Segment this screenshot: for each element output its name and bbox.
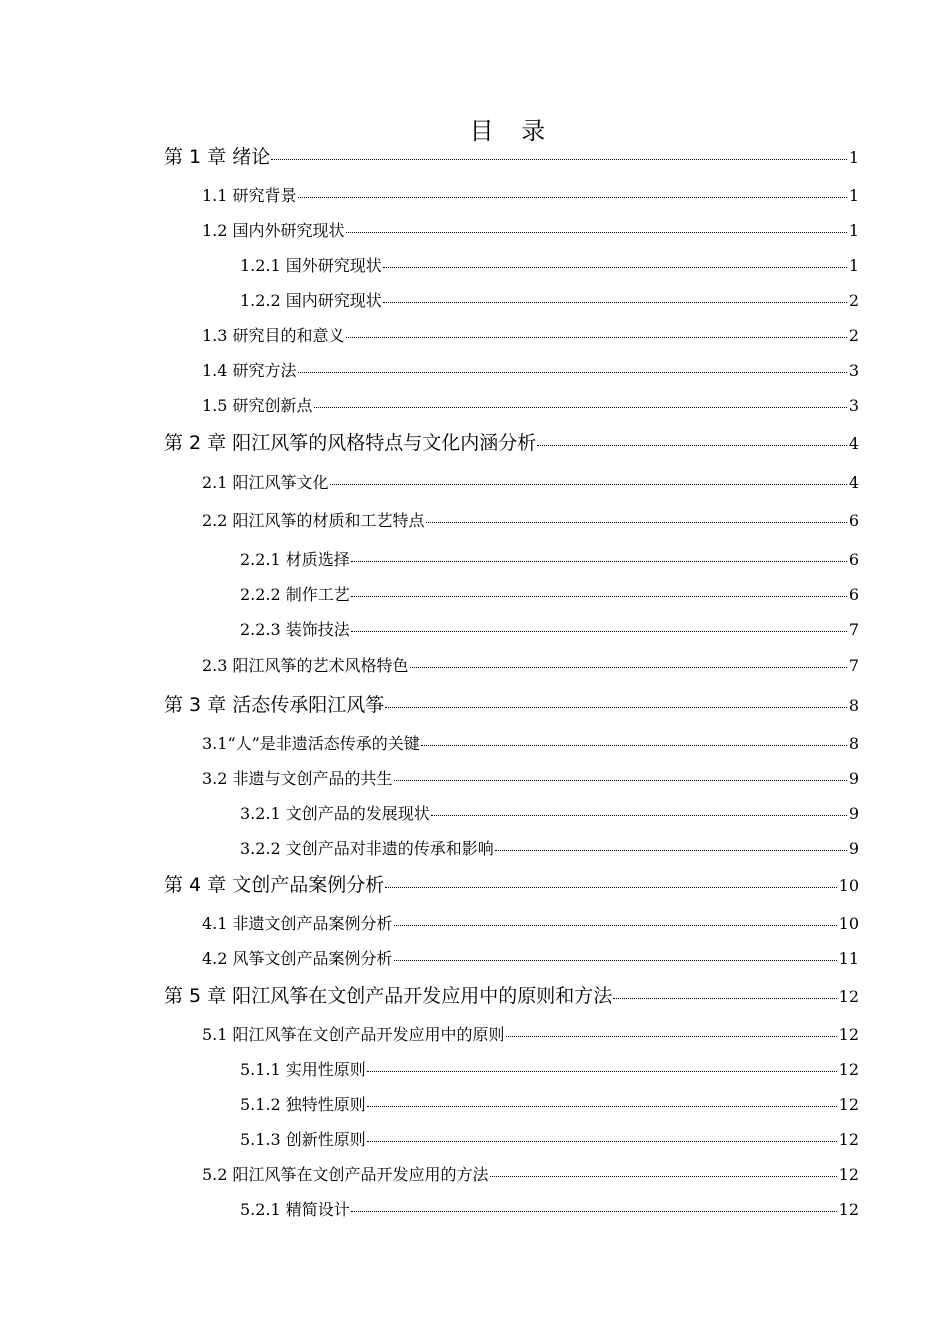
toc-dot-leader [394, 779, 847, 781]
toc-entry-label: 2.2.1 材质选择 [240, 550, 350, 569]
toc-entry-label: 3.2.1 文创产品的发展现状 [240, 804, 430, 823]
toc-entry-2-1[interactable] [202, 472, 859, 494]
toc-dot-leader [367, 1105, 837, 1107]
toc-page-number: 11 [838, 949, 859, 968]
toc-page-number: 12 [838, 1200, 859, 1219]
toc-page-number: 8 [848, 696, 859, 715]
toc-page-number: 1 [848, 148, 859, 167]
toc-entry-1-2-1[interactable] [240, 255, 859, 277]
toc-dot-leader [351, 630, 847, 632]
toc-entry-3-2-2[interactable] [240, 838, 859, 860]
toc-page-number: 1 [848, 221, 859, 240]
toc-dot-leader [351, 560, 847, 562]
toc-dot-leader [385, 886, 836, 888]
toc-dot-leader [385, 706, 847, 708]
toc-entry-chapter-5[interactable] [164, 985, 859, 1008]
toc-entry-label: 3.2.2 文创产品对非遗的传承和影响 [240, 839, 494, 858]
toc-page-number: 10 [838, 876, 859, 895]
toc-entry-label: 2.2.2 制作工艺 [240, 585, 350, 604]
toc-page-number: 3 [848, 361, 859, 380]
toc-page-number: 9 [848, 769, 859, 788]
toc-dot-leader [346, 336, 847, 338]
toc-entry-label: 5.1.3 创新性原则 [240, 1130, 366, 1149]
toc-dot-leader [351, 1210, 837, 1212]
toc-page-number: 4 [848, 434, 859, 453]
toc-entry-5-1-3[interactable] [240, 1129, 859, 1151]
toc-page-number: 12 [838, 987, 859, 1006]
toc-entry-label: 3.1“人”是非遗活态传承的关键 [202, 734, 420, 753]
toc-entry-5-2[interactable] [202, 1164, 859, 1186]
toc-page-number: 7 [848, 620, 859, 639]
toc-page-number: 6 [848, 585, 859, 604]
toc-entry-label: 5.1 阳江风筝在文创产品开发应用中的原则 [202, 1025, 505, 1044]
toc-entry-chapter-2[interactable] [164, 432, 859, 455]
page-title: 目 录 [469, 117, 556, 145]
toc-dot-leader [367, 1140, 837, 1142]
toc-dot-leader [351, 595, 847, 597]
toc-entry-2-2-2[interactable] [240, 584, 859, 606]
toc-entry-chapter-1[interactable] [164, 146, 859, 169]
toc-entry-label: 2.2.3 装饰技法 [240, 620, 350, 639]
toc-dot-leader [490, 1175, 837, 1177]
toc-entry-label: 5.1.1 实用性原则 [240, 1060, 366, 1079]
toc-entry-label: 第 1 章 绪论 [164, 146, 271, 168]
toc-entry-3-2[interactable] [202, 768, 859, 790]
toc-dot-leader [421, 744, 847, 746]
toc-entry-5-2-1[interactable] [240, 1199, 859, 1221]
toc-entry-label: 2.3 阳江风筝的艺术风格特色 [202, 656, 409, 675]
toc-dot-leader [298, 196, 847, 198]
toc-dot-leader [394, 959, 837, 961]
toc-entry-label: 3.2 非遗与文创产品的共生 [202, 769, 393, 788]
toc-entry-label: 1.3 研究目的和意义 [202, 326, 345, 345]
toc-entry-label: 第 5 章 阳江风筝在文创产品开发应用中的原则和方法 [164, 985, 613, 1007]
toc-dot-leader [346, 231, 847, 233]
toc-entry-label: 5.2.1 精简设计 [240, 1200, 350, 1219]
toc-entry-1-5[interactable] [202, 395, 859, 417]
toc-page-number: 10 [838, 914, 859, 933]
toc-entry-label: 5.2 阳江风筝在文创产品开发应用的方法 [202, 1165, 489, 1184]
toc-page-number: 12 [838, 1165, 859, 1184]
toc-dot-leader [495, 849, 847, 851]
toc-entry-label: 1.2 国内外研究现状 [202, 221, 345, 240]
toc-entry-label: 1.1 研究背景 [202, 186, 297, 205]
toc-dot-leader [537, 444, 847, 446]
toc-entry-3-2-1[interactable] [240, 803, 859, 825]
toc-page-number: 9 [848, 839, 859, 858]
toc-entry-4-2[interactable] [202, 948, 859, 970]
toc-page-number: 8 [848, 734, 859, 753]
toc-page-number: 1 [848, 256, 859, 275]
toc-page-number: 2 [848, 291, 859, 310]
toc-entry-1-4[interactable] [202, 360, 859, 382]
toc-dot-leader [410, 666, 847, 668]
toc-entry-2-3[interactable] [202, 655, 859, 677]
toc-page-number: 12 [838, 1060, 859, 1079]
toc-dot-leader [383, 266, 847, 268]
toc-dot-leader [314, 406, 847, 408]
toc-page-number: 6 [848, 511, 859, 530]
toc-page-number: 7 [848, 656, 859, 675]
toc-dot-leader [394, 924, 837, 926]
toc-entry-label: 第 3 章 活态传承阳江风筝 [164, 694, 385, 716]
toc-entry-label: 4.1 非遗文创产品案例分析 [202, 914, 393, 933]
toc-entry-label: 1.5 研究创新点 [202, 396, 313, 415]
toc-entry-chapter-3[interactable] [164, 694, 859, 717]
toc-page-number: 12 [838, 1130, 859, 1149]
toc-page-number: 12 [838, 1095, 859, 1114]
toc-dot-leader [330, 483, 847, 485]
toc-entry-1-2[interactable] [202, 220, 859, 242]
toc-page-number: 1 [848, 186, 859, 205]
toc-entry-5-1-2[interactable] [240, 1094, 859, 1116]
toc-entry-1-3[interactable] [202, 325, 859, 347]
toc-entry-label: 2.1 阳江风筝文化 [202, 473, 329, 492]
toc-entry-4-1[interactable] [202, 913, 859, 935]
toc-entry-label: 1.2.1 国外研究现状 [240, 256, 382, 275]
toc-entry-2-2[interactable] [202, 510, 859, 532]
toc-entry-label: 5.1.2 独特性原则 [240, 1095, 366, 1114]
toc-page-number: 12 [838, 1025, 859, 1044]
toc-entry-1-1[interactable] [202, 185, 859, 207]
toc-entry-label: 2.2 阳江风筝的材质和工艺特点 [202, 511, 425, 530]
toc-entry-chapter-4[interactable] [164, 874, 859, 897]
toc-page-number: 9 [848, 804, 859, 823]
toc-entry-label: 第 2 章 阳江风筝的风格特点与文化内涵分析 [164, 432, 537, 454]
toc-dot-leader [426, 521, 847, 523]
toc-entry-3-1[interactable] [202, 733, 859, 755]
toc-entry-label: 第 4 章 文创产品案例分析 [164, 874, 385, 896]
toc-entry-label: 1.4 研究方法 [202, 361, 297, 380]
toc-dot-leader [298, 371, 847, 373]
toc-entry-5-1[interactable] [202, 1024, 859, 1046]
toc-page-number: 3 [848, 396, 859, 415]
toc-page-number: 2 [848, 326, 859, 345]
toc-page-number: 4 [848, 473, 859, 492]
toc-dot-leader [271, 158, 847, 160]
toc-entry-2-2-3[interactable] [240, 619, 859, 641]
toc-entry-label: 1.2.2 国内研究现状 [240, 291, 382, 310]
toc-dot-leader [367, 1070, 837, 1072]
toc-dot-leader [506, 1035, 837, 1037]
toc-entry-label: 4.2 风筝文创产品案例分析 [202, 949, 393, 968]
toc-entry-2-2-1[interactable] [240, 549, 859, 571]
toc-entry-1-2-2[interactable] [240, 290, 859, 312]
toc-dot-leader [431, 814, 847, 816]
toc-dot-leader [613, 997, 836, 999]
toc-entry-5-1-1[interactable] [240, 1059, 859, 1081]
toc-page-number: 6 [848, 550, 859, 569]
toc-dot-leader [383, 301, 847, 303]
